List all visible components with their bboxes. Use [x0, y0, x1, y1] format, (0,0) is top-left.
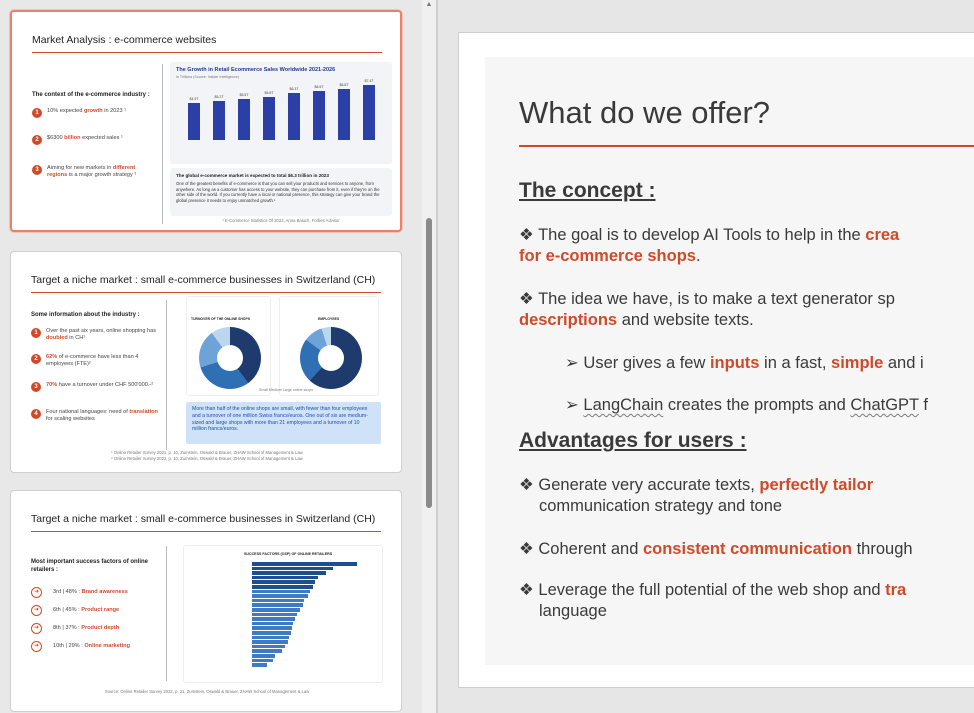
column-divider [162, 64, 163, 224]
footnote: ¹ Online Retailer Survey 2021, p. 10, Zumstein, Oswald & Brauer, ZHAW School of Management & Law [111, 450, 303, 455]
info-heading: Some information about the industry : [31, 312, 140, 318]
concept-heading: The concept : [519, 179, 656, 202]
column-divider [166, 546, 167, 681]
slide-title[interactable]: What do we offer? [519, 95, 771, 130]
arrow-right-icon: ➜ [31, 587, 42, 598]
turnover-donut-card [186, 296, 271, 396]
slide-content-area [485, 57, 974, 665]
bullet-diamond-icon: ❖ [519, 290, 534, 308]
thumbnail-title: Market Analysis : e-commerce websites [32, 34, 217, 46]
concept-sub-bullet-2: ➢ LangChain creates the prompts and ChatGPT f [565, 396, 929, 414]
list-item: 2 $6300 billion expected sales ¹ [32, 135, 162, 145]
arrow-bullet-icon: ➢ [565, 396, 579, 414]
advantage-bullet-1: ❖ Generate very accurate texts, perfectly tailor communication strategy and tone [519, 476, 874, 516]
chart-title: SUCCESS FACTORS (OSP) OF ONLINE RETAILERS [244, 552, 333, 556]
factors-heading: Most important success factors of online retailers : [31, 559, 149, 573]
slide-thumbnail-3[interactable] [10, 490, 402, 712]
thumbnail-scrollbar[interactable] [422, 0, 436, 713]
donut-label: TURNOVER OF THE ONLINE SHOPS [191, 317, 250, 321]
donut-legend: Small Medium Large online shops [258, 388, 314, 392]
bar-value-label: $5.8T [264, 90, 274, 95]
factor-bar [252, 622, 293, 626]
context-heading: The context of the e-commerce industry : [32, 92, 150, 98]
title-divider [31, 292, 381, 293]
chart-subtitle: In Trillions (Source: Insider Intelligence) [176, 75, 239, 79]
employees-donut-card [279, 296, 379, 396]
factor-bar [252, 617, 295, 621]
growth-bar [288, 93, 300, 140]
slide-editor[interactable] [438, 0, 974, 713]
growth-bar [188, 103, 200, 140]
success-factors-chart [183, 545, 383, 683]
bullet-diamond-icon: ❖ [519, 540, 534, 558]
bullet-diamond-icon: ❖ [519, 226, 534, 244]
concept-bullet-2: ❖ The idea we have, is to make a text generator sp descriptions and website texts. [519, 290, 895, 330]
factor-bar [252, 649, 282, 653]
advantages-heading: Advantages for users : [519, 429, 747, 452]
bar-value-label: $4.9T [189, 97, 199, 102]
bar-value-label: $6.8T [339, 83, 349, 87]
title-divider [32, 52, 382, 53]
list-item: ➜ 8th | 37% : Product depth [31, 623, 161, 634]
factor-bar [252, 590, 310, 594]
advantage-bullet-3: ❖ Leverage the full potential of the web shop and tra language [519, 581, 907, 621]
scroll-up-icon[interactable]: ▲ [425, 1, 433, 8]
bullet-diamond-icon: ❖ [519, 476, 534, 494]
footnote: ² Online Retailer Survey 2022, p. 10, Zumstein, Oswald & Brauer, ZHAW School of Management & Law [111, 456, 303, 461]
employees-donut [300, 327, 362, 389]
factor-bar [252, 594, 308, 598]
factor-bar [252, 599, 304, 603]
list-item: 3 70% have a turnover under CHF 500'000.-² [31, 382, 161, 392]
factor-bar [252, 631, 291, 635]
card-text: One of the greatest benefits of e-commerce is that you can sell your products and services to anyone, from anywhere. As long as a customer has access to your website, they can purchase from it, even if they're on the other side of the world. If you currently have a local or national presence, this strategy can give your brand the global presence it needs to enjoy unmatched growth.¹ [176, 181, 380, 204]
chart-title: The Growth in Retail Ecommerce Sales Worldwide 2021-2026 [176, 67, 336, 73]
factor-bar-chart [252, 562, 372, 672]
factor-bar [252, 567, 333, 571]
growth-chart-card [170, 62, 392, 164]
factor-bar [252, 613, 297, 617]
footnote: ¹ E-Commerce Statistics Of 2023, Anna Baluch, Forbes Advisor [222, 218, 340, 223]
factor-bar [252, 636, 289, 640]
list-item: 4 Four national languages: need of translation for scaling websites [31, 409, 161, 423]
list-item: ➜ 3rd | 48% : Brand awareness [31, 587, 161, 598]
slide-thumbnail-pane[interactable] [0, 0, 422, 713]
scrollbar-thumb[interactable] [426, 218, 432, 508]
market-text-card [170, 168, 392, 216]
bar-value-label: $5.2T [214, 95, 224, 99]
growth-bar [363, 85, 375, 141]
growth-bar [213, 101, 225, 140]
factor-bar [252, 645, 285, 649]
bar-value-label: $7.4T [364, 78, 374, 83]
growth-bar [313, 91, 325, 140]
factor-bar [252, 562, 357, 566]
factor-bar [252, 603, 303, 607]
bar-value-label: $5.5T [239, 92, 249, 97]
bar-value-label: $6.3T [289, 86, 299, 91]
factor-bar [252, 585, 313, 589]
donut-label: EMPLOYEES [318, 317, 340, 321]
factor-bar [252, 576, 318, 580]
list-item: 2 62% of e-commerce have less than 4 employees (FTE)² [31, 354, 161, 368]
factor-bar [252, 571, 326, 575]
factor-bar [252, 654, 275, 658]
footnote: Source: Online Retailer Survey 2022, p. 21, Zumstein, Oswald & Brauer, ZHAW School of Management & Law [104, 689, 310, 694]
turnover-donut [199, 327, 261, 389]
insight-box: More than half of the online shops are small, with fewer than four employees and a turnover of one million Swiss francs/euros. One out of six are medium-sized and large shops with more than 21 employees and a turnover of 10 million francs/euros. [186, 402, 381, 444]
list-item: 3 Aiming for new markets in different regions is a major growth strategy ¹ [32, 165, 147, 179]
growth-bar [263, 97, 275, 141]
bullet-diamond-icon: ❖ [519, 581, 534, 599]
factor-bar [252, 580, 315, 584]
thumbnail-title: Target a niche market : small e-commerce businesses in Switzerland (CH) [31, 274, 376, 286]
list-item: 1 Over the past six years, online shopping has doubled in CH¹ [31, 328, 161, 342]
factor-bar [252, 663, 267, 667]
list-item: ➜ 10th | 29% : Online marketing [31, 641, 161, 652]
thumbnail-title: Target a niche market : small e-commerce businesses in Switzerland (CH) [31, 513, 376, 525]
slide-thumbnail-1[interactable] [10, 10, 402, 232]
list-item: 1 10% expected growth in 2023 ¹ [32, 108, 162, 118]
arrow-right-icon: ➜ [31, 641, 42, 652]
factor-bar [252, 640, 288, 644]
card-title: The global e-commerce market is expected to total $6.3 trillion in 2023 [176, 173, 329, 178]
list-item: ➜ 6th | 45% : Product range [31, 605, 161, 616]
arrow-bullet-icon: ➢ [565, 354, 579, 372]
title-divider [519, 145, 974, 147]
concept-sub-bullet-1: ➢ User gives a few inputs in a fast, simple and i [565, 354, 924, 372]
bar-value-label: $6.5T [314, 85, 324, 90]
arrow-right-icon: ➜ [31, 605, 42, 616]
arrow-right-icon: ➜ [31, 623, 42, 634]
factor-bar [252, 608, 300, 612]
concept-bullet-1: ❖ The goal is to develop AI Tools to help in the crea for e-commerce shops. [519, 226, 900, 266]
factor-bar [252, 659, 273, 663]
column-divider [166, 300, 167, 450]
factor-bar [252, 626, 292, 630]
current-slide[interactable] [458, 32, 974, 688]
title-divider [31, 531, 381, 532]
advantage-bullet-2: ❖ Coherent and consistent communication through [519, 540, 913, 558]
growth-bar [338, 89, 350, 140]
slide-thumbnail-2[interactable] [10, 251, 402, 473]
growth-bar [238, 99, 250, 140]
